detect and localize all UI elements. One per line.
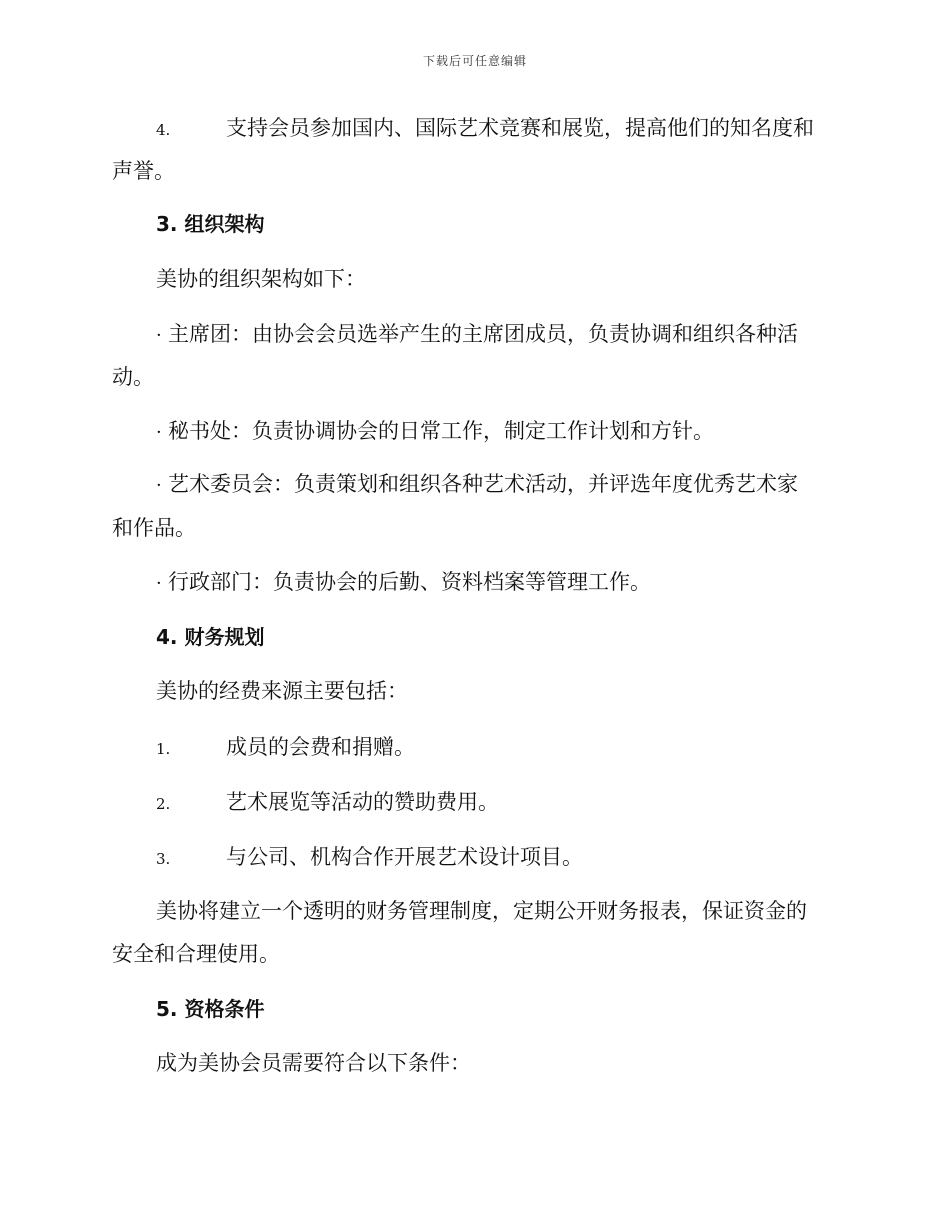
list-number: 3.	[156, 850, 171, 868]
list-item-text: 艺术展览等活动的赞助费用。	[226, 790, 499, 814]
list-item	[156, 780, 842, 824]
bullet-mark: ·	[156, 325, 162, 346]
list-item	[156, 106, 842, 150]
bullet-item	[156, 409, 842, 453]
bullet-item	[156, 560, 842, 604]
list-item-text: 支持会员参加国内、国际艺术竞赛和展览，提高他们的知名度和	[226, 116, 814, 140]
bullet-mark: ·	[156, 422, 162, 443]
bullet-continuation: 动。	[112, 365, 154, 389]
bullet-item	[156, 312, 842, 356]
list-item-continuation: 声誉。	[112, 159, 175, 183]
list-number: 1.	[156, 740, 171, 758]
section-heading: 3. 组织架构	[156, 212, 265, 236]
bullet-item	[156, 462, 842, 506]
paragraph: 美协将建立一个透明的财务管理制度，定期公开财务报表，保证资金的	[156, 899, 807, 923]
paragraph-continuation: 安全和合理使用。	[112, 942, 280, 966]
bullet-text: 秘书处：负责协调协会的日常工作，制定工作计划和方针。	[168, 419, 714, 443]
paragraph: 美协的经费来源主要包括：	[156, 679, 408, 703]
list-item-text: 成员的会费和捐赠。	[226, 735, 415, 759]
list-item	[156, 725, 842, 769]
list-number: 4.	[156, 121, 171, 139]
bullet-text: 行政部门：负责协会的后勤、资料档案等管理工作。	[168, 570, 651, 594]
list-item-text: 与公司、机构合作开展艺术设计项目。	[226, 845, 583, 869]
section-heading: 4. 财务规划	[156, 625, 265, 649]
bullet-continuation: 和作品。	[112, 516, 196, 540]
paragraph: 美协的组织架构如下：	[156, 267, 366, 291]
section-heading: 5. 资格条件	[156, 997, 265, 1021]
bullet-text: 主席团：由协会会员选举产生的主席团成员，负责协调和组织各种活	[168, 322, 798, 346]
list-item	[156, 835, 842, 879]
paragraph: 成为美协会员需要符合以下条件：	[156, 1051, 471, 1075]
bullet-text: 艺术委员会：负责策划和组织各种艺术活动，并评选年度优秀艺术家	[168, 472, 798, 496]
bullet-mark: ·	[156, 475, 162, 496]
bullet-mark: ·	[156, 573, 162, 594]
list-number: 2.	[156, 795, 171, 813]
page-header: 下载后可任意编辑	[422, 54, 527, 68]
